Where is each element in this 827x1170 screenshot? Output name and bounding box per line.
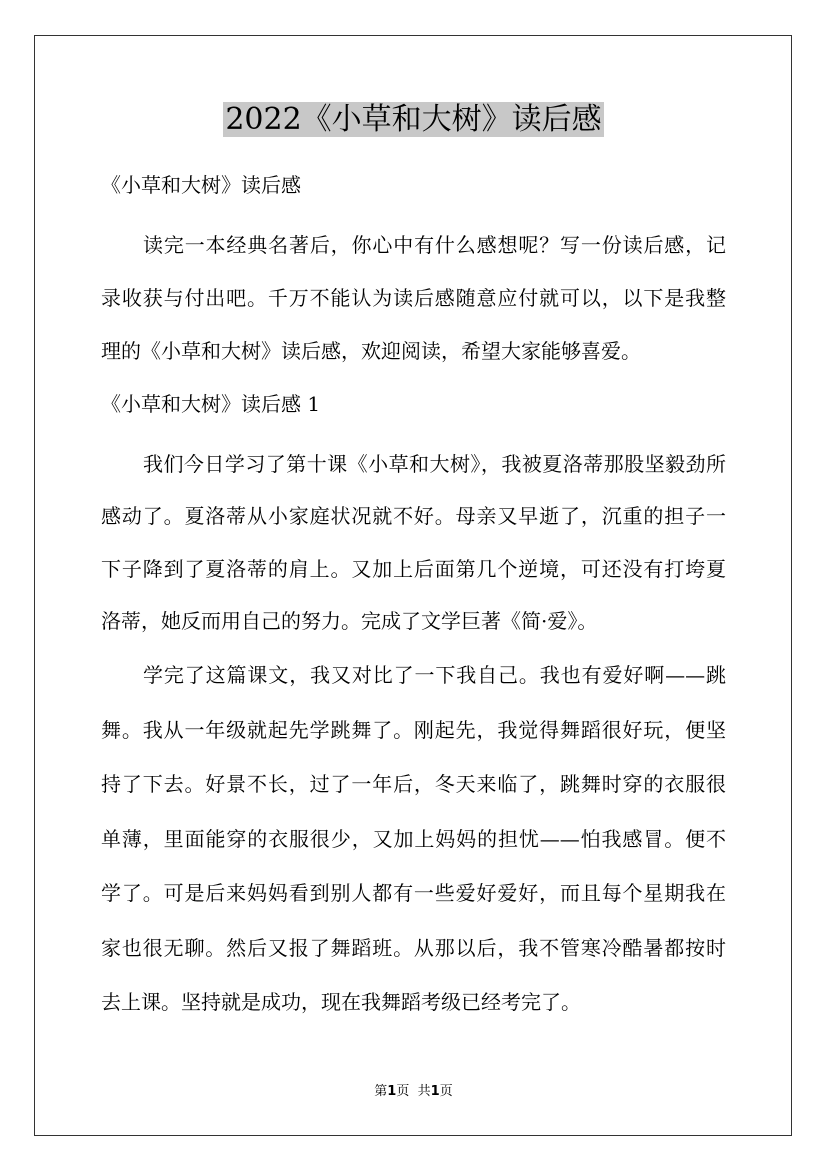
paragraph-line: 学了。可是后来妈妈看到别人都有一些爱好爱好，而且每个星期我在 bbox=[101, 881, 726, 905]
document-title bbox=[0, 98, 827, 142]
footer-page-suffix: 页 bbox=[396, 1084, 410, 1099]
paragraph-line: 家也很无聊。然后又报了舞蹈班。从那以后，我不管寒冷酷暑都按时 bbox=[101, 936, 726, 960]
footer-total-number: 1 bbox=[430, 1084, 440, 1099]
section-heading: 《小草和大树》读后感 1 bbox=[101, 392, 321, 416]
paragraph-line: 下子降到了夏洛蒂的肩上。又加上后面第几个逆境，可还没有打垮夏 bbox=[101, 557, 726, 581]
paragraph-line: 单薄，里面能穿的衣服很少，又加上妈妈的担忧——怕我感冒。便不 bbox=[101, 827, 726, 851]
page-footer bbox=[0, 1082, 827, 1102]
paragraph-line: 我们今日学习了第十课《小草和大树》，我被夏洛蒂那股坚毅劲所 bbox=[143, 452, 726, 476]
footer-total-prefix: 共 bbox=[417, 1084, 431, 1099]
paragraph-line: 持了下去。好景不长，过了一年后，冬天来临了，跳舞时穿的衣服很 bbox=[101, 772, 726, 796]
paragraph-line: 去上课。坚持就是成功，现在我舞蹈考级已经考完了。 bbox=[101, 990, 581, 1014]
paragraph-line: 学完了这篇课文，我又对比了一下我自己。我也有爱好啊——跳 bbox=[143, 663, 726, 687]
paragraph-line: 舞。我从一年级就起先学跳舞了。刚起先，我觉得舞蹈很好玩，便坚 bbox=[101, 718, 726, 742]
paragraph-line: 理的《小草和大树》读后感，欢迎阅读，希望大家能够喜爱。 bbox=[101, 339, 641, 363]
paragraph-line: 洛蒂，她反而用自己的努力。完成了文学巨著《简·爱》。 bbox=[101, 609, 598, 633]
subtitle-line: 《小草和大树》读后感 bbox=[101, 173, 301, 197]
footer-page-number: 1 bbox=[387, 1084, 397, 1099]
footer-total-suffix: 页 bbox=[439, 1084, 453, 1099]
paragraph-line: 录收获与付出吧。千万不能认为读后感随意应付就可以，以下是我整 bbox=[101, 286, 726, 310]
document-title-text: 2022《小草和大树》读后感 bbox=[225, 102, 602, 137]
paragraph-line: 感动了。夏洛蒂从小家庭状况就不好。母亲又早逝了，沉重的担子一 bbox=[101, 504, 726, 528]
page-border bbox=[34, 35, 792, 1136]
paragraph-line: 读完一本经典名著后，你心中有什么感想呢？写一份读后感，记 bbox=[143, 233, 726, 257]
footer-page-prefix: 第 bbox=[374, 1084, 388, 1099]
